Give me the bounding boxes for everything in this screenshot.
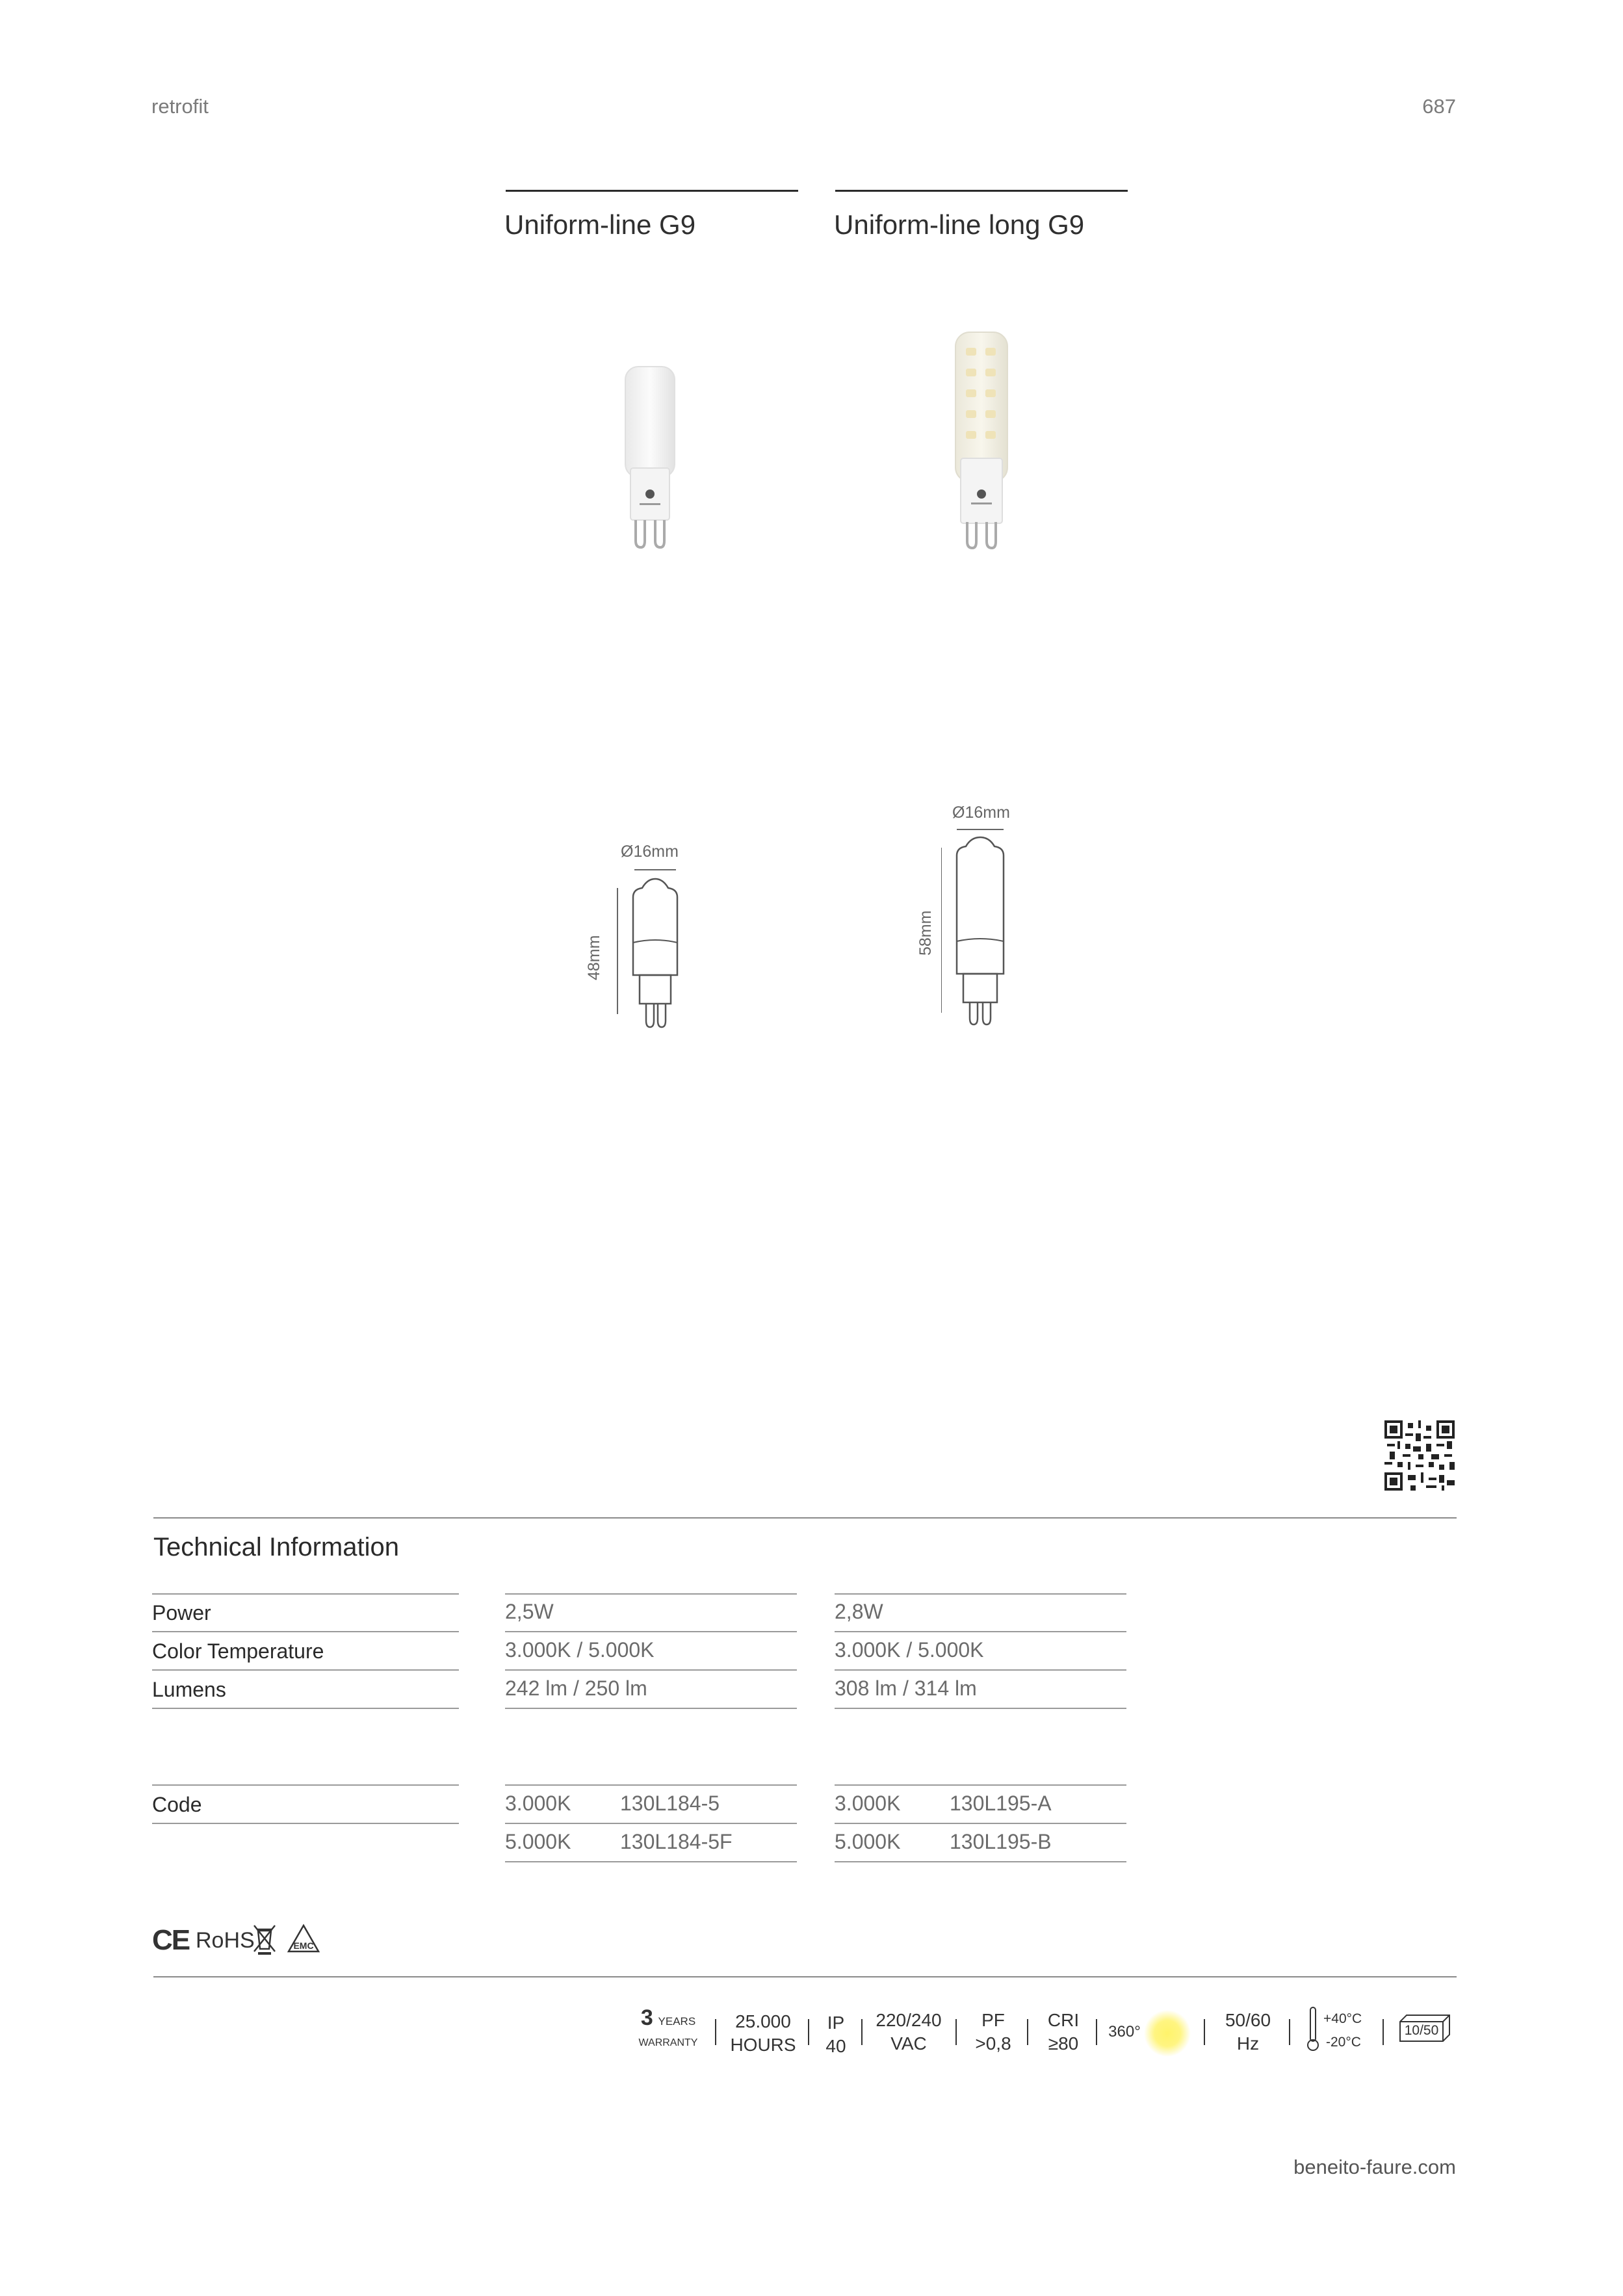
warranty-unit: YEARS	[658, 2015, 696, 2028]
emc-icon	[286, 1923, 321, 1955]
product-1-photo	[611, 364, 689, 553]
row-line	[835, 1784, 1126, 1786]
row-line	[152, 1784, 459, 1786]
product-2-diameter: Ø16mm	[952, 803, 1010, 822]
row-line	[505, 1669, 797, 1671]
warranty-badge	[634, 2005, 702, 2052]
product-1-diameter: Ø16mm	[621, 842, 679, 861]
code-temp-1-1: 3.000K	[505, 1792, 571, 1815]
ip-value: 40	[825, 2036, 846, 2056]
row-line	[505, 1593, 797, 1595]
row-line	[152, 1708, 459, 1709]
power-label: Power	[152, 1601, 211, 1624]
row-line	[152, 1593, 459, 1595]
voltage-unit: VAC	[890, 2033, 927, 2054]
row-line	[835, 1708, 1126, 1709]
code-temp-1-2: 5.000K	[505, 1830, 571, 1853]
row-line	[835, 1669, 1126, 1671]
qr-code[interactable]	[1384, 1420, 1455, 1491]
spec-divider	[153, 1976, 1457, 1977]
code-value-2-1: 130L195-A	[950, 1792, 1052, 1815]
product-1-height: 48mm	[585, 935, 603, 980]
row-line	[505, 1631, 797, 1632]
tech-title: Technical Information	[153, 1533, 399, 1561]
code-temp-2-1: 3.000K	[835, 1792, 901, 1815]
row-line	[835, 1631, 1126, 1632]
temp-min: -20°C	[1326, 2035, 1361, 2050]
spec-separator	[1383, 2019, 1384, 2045]
pf-spec	[967, 2009, 1019, 2055]
product-1-title: Uniform-line G9	[504, 209, 696, 240]
row-line	[505, 1708, 797, 1709]
code-label: Code	[152, 1793, 202, 1816]
row-line	[152, 1823, 459, 1824]
website-link[interactable]: beneito-faure.com	[1293, 2156, 1456, 2178]
product-1-drawing	[611, 865, 702, 1040]
hours-spec	[727, 2010, 799, 2057]
spec-separator	[808, 2019, 809, 2045]
code-value-1-2: 130L184-5F	[620, 1830, 733, 1853]
cri-spec	[1037, 2009, 1089, 2055]
spec-separator	[1289, 2019, 1290, 2045]
product-2-photo	[942, 328, 1020, 553]
beam-angle: 360°	[1108, 2023, 1141, 2041]
row-line	[835, 1861, 1126, 1862]
power-value-1: 2,5W	[505, 1600, 554, 1623]
rohs-mark: RoHS	[196, 1928, 255, 1953]
warranty-number: 3	[640, 2005, 653, 2030]
warranty-label: WARRANTY	[638, 2037, 698, 2048]
product-2-rule	[835, 190, 1128, 192]
section-label: retrofit	[151, 95, 209, 118]
product-2-title: Uniform-line long G9	[834, 209, 1085, 240]
dimming-label: 10/50	[1404, 2023, 1439, 2038]
light-glow-icon	[1144, 2010, 1191, 2057]
product-1-rule	[506, 190, 798, 192]
code-value-1-1: 130L184-5	[620, 1792, 720, 1815]
row-line	[152, 1669, 459, 1671]
spec-separator	[861, 2019, 863, 2045]
spec-separator	[955, 2019, 957, 2045]
page-number: 687	[1422, 95, 1456, 118]
pf-value: >0,8	[975, 2033, 1011, 2054]
row-line	[505, 1861, 797, 1862]
pf-label: PF	[981, 2010, 1005, 2030]
frequency-value: 50/60	[1225, 2010, 1271, 2030]
code-value-2-2: 130L195-B	[950, 1830, 1052, 1853]
row-line	[835, 1823, 1126, 1824]
row-line	[835, 1593, 1126, 1595]
code-temp-2-2: 5.000K	[835, 1830, 901, 1853]
hours-label: HOURS	[730, 2035, 796, 2055]
temp-max: +40°C	[1323, 2011, 1362, 2026]
svg-text:EMC: EMC	[293, 1940, 314, 1951]
product-2-height: 58mm	[916, 910, 935, 956]
tech-top-divider	[153, 1517, 1457, 1519]
ce-mark: CE	[152, 1924, 190, 1956]
product-2-drawing	[941, 824, 1032, 1039]
frequency-unit: Hz	[1236, 2033, 1260, 2054]
weee-bin-icon	[252, 1923, 278, 1955]
row-line	[152, 1631, 459, 1632]
ip-label: IP	[827, 2013, 845, 2033]
color-temp-value-1: 3.000K / 5.000K	[505, 1638, 655, 1662]
spec-separator	[1204, 2019, 1205, 2045]
power-value-2: 2,8W	[835, 1600, 883, 1623]
lumens-value-1: 242 lm / 250 lm	[505, 1676, 647, 1700]
spec-separator	[1027, 2019, 1028, 2045]
spec-separator	[1096, 2019, 1097, 2045]
color-temp-value-2: 3.000K / 5.000K	[835, 1638, 984, 1662]
frequency-spec	[1215, 2009, 1280, 2055]
row-line	[505, 1784, 797, 1786]
ip-spec	[820, 2011, 851, 2058]
voltage-spec	[872, 2009, 945, 2055]
color-temp-label: Color Temperature	[152, 1639, 324, 1663]
row-line	[505, 1823, 797, 1824]
spec-separator	[715, 2019, 716, 2045]
cri-label: CRI	[1047, 2010, 1080, 2030]
lumens-label: Lumens	[152, 1678, 226, 1701]
voltage-value: 220/240	[876, 2010, 942, 2030]
lumens-value-2: 308 lm / 314 lm	[835, 1676, 977, 1700]
hours-value: 25.000	[735, 2011, 791, 2031]
dimming-box-icon	[1397, 2013, 1452, 2042]
thermometer-icon	[1305, 2006, 1321, 2052]
cri-value: ≥80	[1048, 2033, 1079, 2054]
